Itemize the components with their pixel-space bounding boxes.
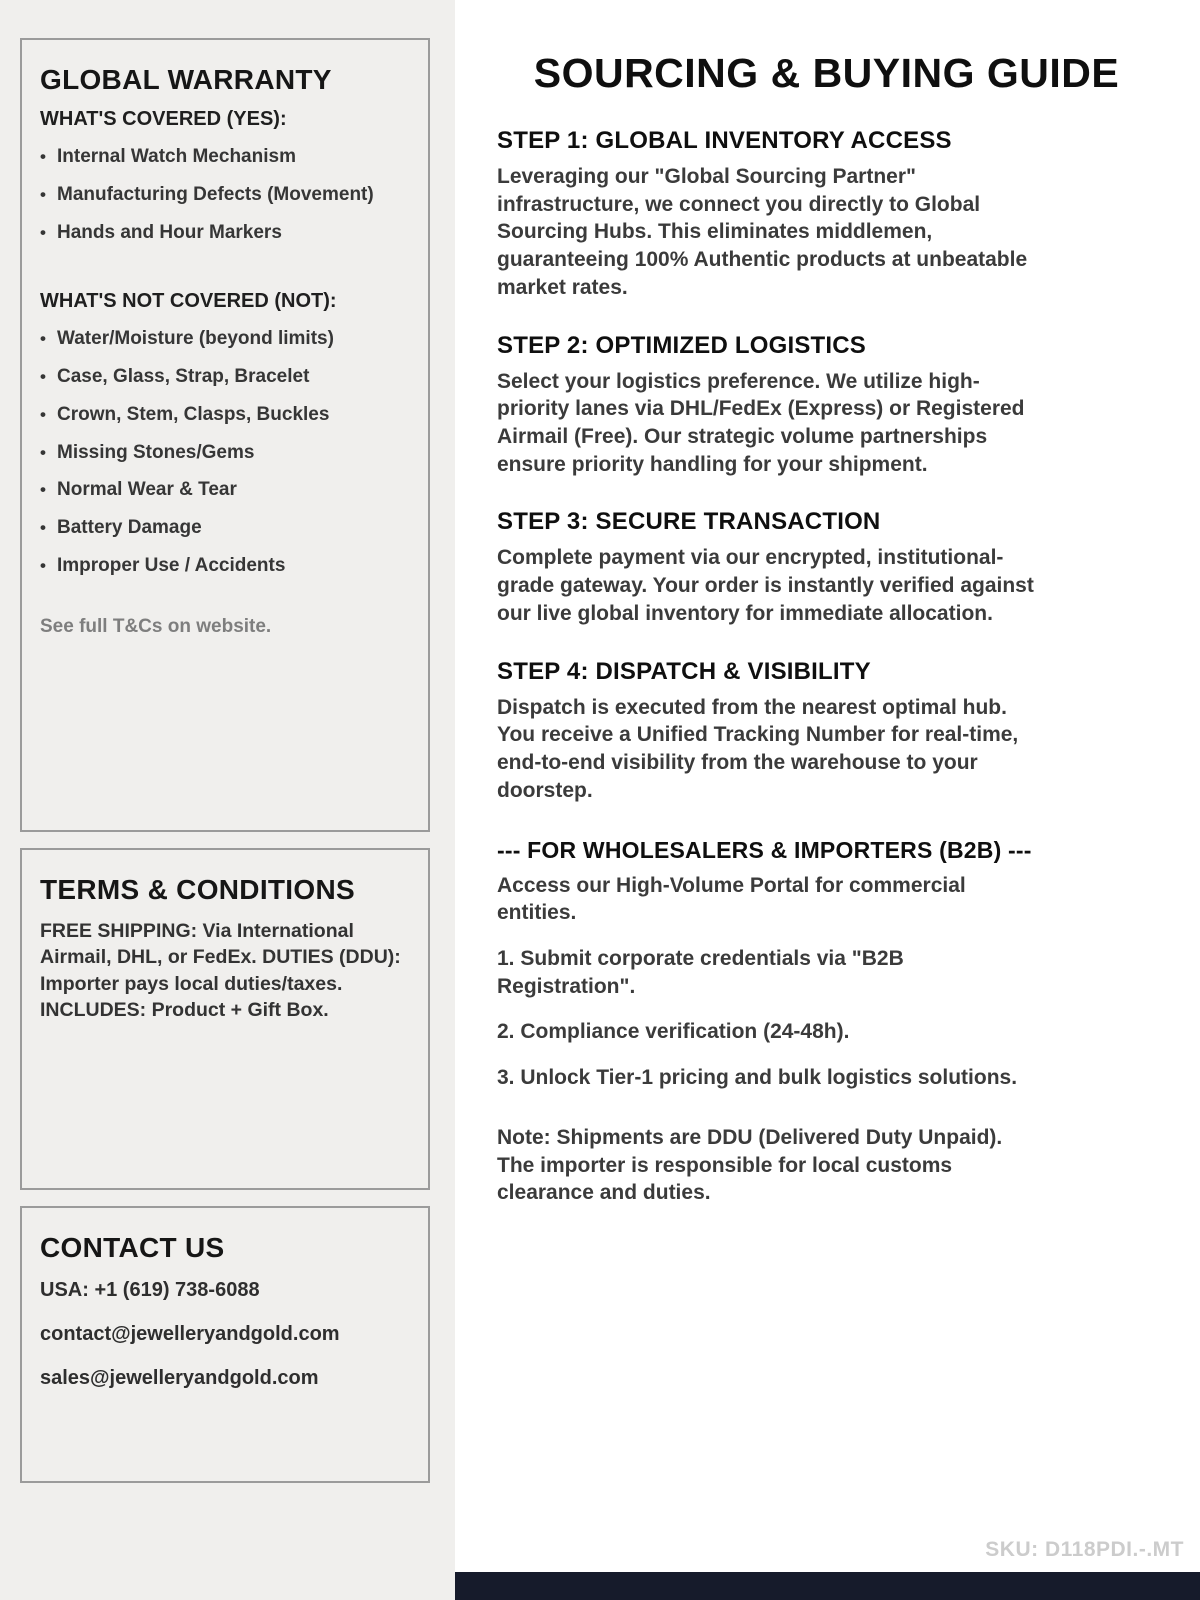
contact-email-primary: contact@jewelleryandgold.com — [40, 1323, 340, 1345]
list-item: • Water/Moisture (beyond limits) — [40, 327, 408, 351]
list-item: • Normal Wear & Tear — [40, 478, 408, 502]
b2b-heading: --- FOR WHOLESALERS & IMPORTERS (B2B) --- — [497, 836, 1032, 863]
contact-box — [20, 1206, 430, 1483]
sku-label: SKU: D118PDI.-.MT — [985, 1538, 1184, 1561]
list-item: • Battery Damage — [40, 516, 408, 540]
list-item: • Missing Stones/Gems — [40, 441, 408, 465]
b2b-item-2: 2. Compliance verification (24-48h). — [497, 1020, 850, 1044]
list-item: • Crown, Stem, Clasps, Buckles — [40, 403, 408, 427]
sidebar — [0, 0, 455, 1600]
list-item: • Improper Use / Accidents — [40, 554, 408, 578]
b2b-item-3: 3. Unlock Tier-1 pricing and bulk logistics solutions. — [497, 1066, 1018, 1090]
warranty-footnote: See full T&Cs on website. — [40, 615, 272, 637]
terms-box — [20, 848, 430, 1190]
step-2-heading: STEP 2: OPTIMIZED LOGISTICS — [497, 331, 866, 359]
terms-body: FREE SHIPPING: Via International Airmail, DHL, or FedEx. DUTIES (DDU): Importer pays local duties/taxes. INCLUDES: Product + Gift Box. — [40, 920, 401, 1021]
not-covered-list — [40, 327, 408, 577]
step-3-body: Complete payment via our encrypted, institutional-grade gateway. Your order is instantly verified against our live global inventory for immediate allocation. — [497, 546, 1034, 625]
main-content — [455, 0, 1200, 1600]
list-item: • Internal Watch Mechanism — [40, 145, 408, 169]
step-4-body: Dispatch is executed from the nearest optimal hub. You receive a Unified Tracking Number for real-time, end-to-end visibility from the warehouse to your doorstep. — [497, 695, 1019, 802]
step-2-section — [497, 332, 1156, 479]
not-covered-heading: WHAT'S NOT COVERED (NOT): — [40, 290, 337, 313]
covered-heading: WHAT'S COVERED (YES): — [40, 108, 287, 130]
step-3-heading: STEP 3: SECURE TRANSACTION — [497, 508, 881, 536]
footer-bar — [455, 1572, 1200, 1600]
warranty-title: GLOBAL WARRANTY — [40, 64, 332, 95]
list-item: • Hands and Hour Markers — [40, 221, 408, 245]
step-1-heading: STEP 1: GLOBAL INVENTORY ACCESS — [497, 127, 952, 154]
step-4-section — [497, 658, 1156, 805]
terms-title: TERMS & CONDITIONS — [40, 874, 355, 905]
contact-email-sales: sales@jewelleryandgold.com — [40, 1367, 319, 1389]
step-1-section — [497, 127, 1156, 302]
global-warranty-box — [20, 38, 430, 832]
b2b-intro: Access our High-Volume Portal for commercial entities. — [497, 873, 966, 925]
covered-list — [40, 145, 408, 244]
page-title: SOURCING & BUYING GUIDE — [533, 50, 1120, 96]
list-item: • Case, Glass, Strap, Bracelet — [40, 365, 408, 389]
contact-title: CONTACT US — [40, 1232, 225, 1263]
b2b-item-1: 1. Submit corporate credentials via "B2B Registration". — [497, 946, 904, 998]
step-2-body: Select your logistics preference. We utilize high-priority lanes via DHL/FedEx (Express) or Registered Airmail (Free). Our strategic volume partnerships ensure priority handling for your shipment. — [497, 369, 1025, 476]
contact-phone: USA: +1 (619) 738-6088 — [40, 1279, 260, 1301]
b2b-note: Note: Shipments are DDU (Delivered Duty Unpaid). The importer is responsible for local customs clearance and duties. — [497, 1125, 1003, 1205]
step-4-heading: STEP 4: DISPATCH & VISIBILITY — [497, 657, 871, 685]
list-item: • Manufacturing Defects (Movement) — [40, 183, 408, 207]
b2b-section — [497, 837, 1156, 1207]
step-3-section — [497, 508, 1156, 627]
step-1-body: Leveraging our "Global Sourcing Partner" infrastructure, we connect you directly to Global Sourcing Hubs. This eliminates middlemen, guaranteeing 100% Authentic products at unbeatable market rates. — [497, 165, 1028, 299]
